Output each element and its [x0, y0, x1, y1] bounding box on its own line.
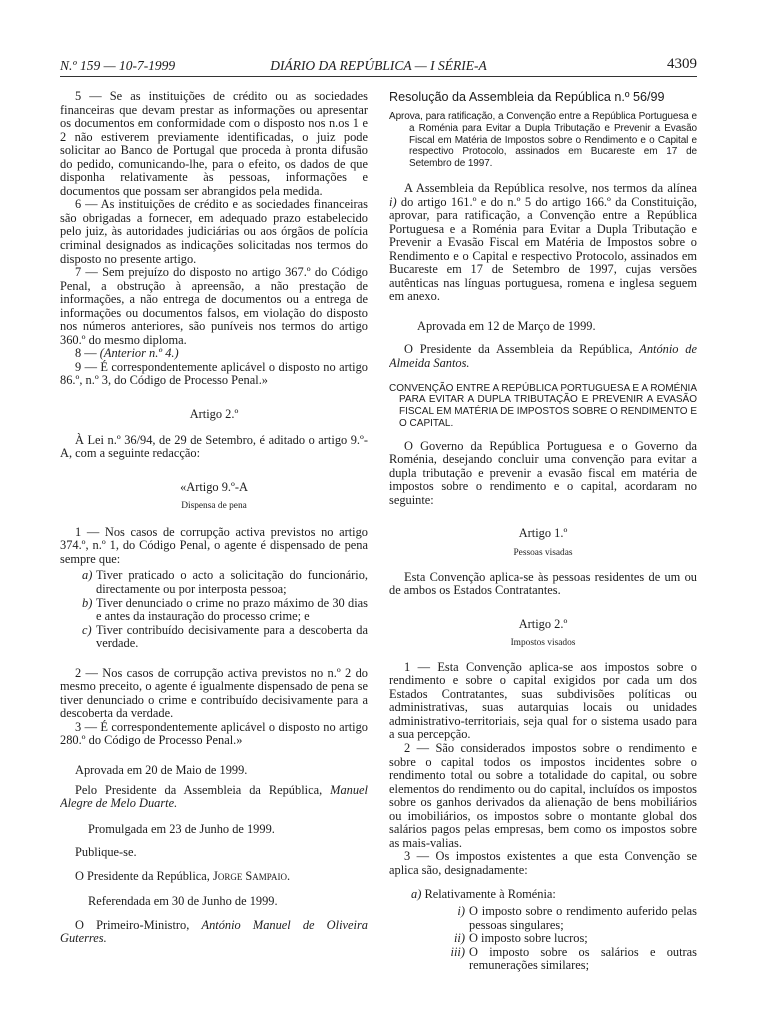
- page-header: [60, 56, 697, 76]
- artigo-2-heading: Artigo 2.º: [518, 616, 568, 631]
- list-item-text: O imposto sobre os salários e outras remunerações similares;: [469, 944, 697, 973]
- convention-intro: O Governo da República Portuguesa e o Governo da Roménia, desejando concluir uma convenção para evitar a dupla tributação e prevenir a evasão fiscal em matéria de impostos sobre o rendimento e o capital, acordaram no seguinte:: [389, 438, 697, 507]
- romania-taxes-list: [449, 905, 697, 973]
- sub-item-a-label: a): [411, 886, 422, 901]
- item-3-text: 3 — É correspondentemente aplicável o disposto no artigo 280.º do Código de Processo Penal.»: [60, 719, 368, 748]
- issue-number-date: N.º 159 — 10-7-1999: [60, 58, 176, 73]
- item-1-text: 1 — Nos casos de corrupção activa previstos no artigo 374.º, n.º 1, do Código Penal, o agente é dispensado de pena sempre que:: [60, 524, 368, 566]
- artigo-2-paragraph-1: 1 — Esta Convenção aplica-se aos impostos sobre o rendimento e sobre o capital exigidos por cada um dos Estados Contratantes, suas subdivisões políticas ou administrativas, suas autarquias locais ou unidades administrativo-territoriais, seja qual for o sistema usado para a sua percepção.: [389, 659, 697, 742]
- paragraph-6: 6 — As instituições de crédito e as sociedades financeiras são obrigadas a fornecer, em adequado prazo estabelecido pelo juiz, às autoridades judiciárias ou aos órgãos de polícia criminal designados as indicações solicitadas nos termos do disposto no presente artigo.: [60, 197, 368, 266]
- paragraph-8-note: (Anterior n.º 4.): [99, 346, 179, 361]
- list-item: [82, 624, 368, 651]
- list-item-text: O imposto sobre o rendimento auferido pelas pessoas singulares;: [469, 904, 697, 932]
- header-rule: [60, 76, 697, 77]
- signatory-1: [60, 784, 368, 811]
- sub-item-a-text: Relativamente à Roménia:: [424, 886, 556, 901]
- approval-date: Aprovada em 20 de Maio de 1999.: [75, 762, 248, 777]
- artigo-1-subtitle: Pessoas visadas: [513, 548, 573, 559]
- item-2-text: 2 — Nos casos de corrupção activa previstos no n.º 2 do mesmo preceito, o agente é igualmente dispensado de pena se tiver denunciado o crime e contribuído decisivamente para a descoberta da verdade.: [60, 665, 368, 721]
- resolution-body-rest: do artigo 161.º e do n.º 5 do artigo 166.º da Constituição, aprovar, para ratificação, a Convenção entre a República Portuguesa e a Roménia para Evitar a Dupla Tributação e Prevenir a Evasão Fiscal em Matéria de Impostos sobre o Rendimento e o Capital e respectivo Protocolo, assinados em Bucareste em 17 de Setembro de 1997, cujas versões autênticas nas línguas portuguesa, romena e inglesa seguem em anexo.: [389, 194, 697, 304]
- list-item-text: Tiver denunciado o crime no prazo máximo de 30 dias e antes da instauração do processo crime; e: [96, 595, 368, 624]
- paragraph-8-number: 8 —: [75, 346, 97, 361]
- convention-title: CONVENÇÃO ENTRE A REPÚBLICA PORTUGUESA E A ROMÉNIA PARA EVITAR A DUPLA TRIBUTAÇÃO E PREVENIR A EVASÃO FISCAL EM MATÉRIA DE IMPOSTOS SOBRE O RENDIMENTO E O CAPITAL.: [389, 382, 697, 429]
- referendum-date: Referendada em 30 de Junho de 1999.: [88, 894, 278, 909]
- resolution-signatory: [389, 343, 697, 370]
- resolution-title: Resolução da Assembleia da República n.º 56/99: [389, 90, 665, 104]
- president-name: Jorge Sampaio.: [213, 868, 291, 883]
- list-item-text: Tiver praticado o acto a solicitação do funcionário, directamente ou por interposta pessoa;: [96, 568, 368, 596]
- paragraph-5: 5 — Se as instituições de crédito ou as sociedades financeiras que devam prestar as informações ou apresentar os documentos em conformidade com o disposto nos n.os 1 e 2 não estiverem previamente identificadas, o juiz pode solicitar ao Banco de Portugal que proceda à pronta difusão do pedido, comunicando-lhe, para o efeito, os dados de que disponha relativamente às pessoas, informações e documentos que possam ser abrangidos pela medida.: [60, 90, 368, 198]
- list-item-text: O imposto sobre lucros;: [469, 931, 588, 946]
- pm-signatory: [60, 919, 368, 946]
- resolution-signatory-name: António de Almeida Santos.: [389, 342, 697, 370]
- paragraph-7: 7 — Sem prejuízo do disposto no artigo 367.º do Código Penal, a obstrução à apreensão, a não prestação de informações, a não entrega de documentos ou a entrega de informações ou documentos falsos, em violação do disposto nos números anteriores, são puníveis nos termos do artigo 360.º do mesmo diploma.: [60, 265, 368, 347]
- list-item: [449, 946, 697, 973]
- artigo-2-heading: Artigo 2.º: [189, 407, 239, 422]
- president-title: O Presidente da República,: [75, 868, 210, 883]
- publication-title: DIÁRIO DA REPÚBLICA — I SÉRIE-A: [270, 58, 487, 73]
- artigo-1-heading: Artigo 1.º: [518, 526, 568, 541]
- artigo-2-paragraph-3: 3 — Os impostos existentes a que esta Convenção se aplica são, designadamente:: [389, 849, 697, 877]
- resolution-summary: Aprova, para ratificação, a Convenção entre a República Portuguesa e a Roménia para Evitar a Dupla Tributação e Prevenir a Evasão Fiscal em Matéria de Impostos sobre o Rendimento e o Capital e respectivo Protocolo, assinados em Bucareste em 17 de Setembro de 1997.: [389, 111, 697, 170]
- artigo-2-text: À Lei n.º 36/94, de 29 de Setembro, é aditado o artigo 9.º-A, com a seguinte redacção:: [60, 432, 368, 461]
- sub-item-a: [389, 888, 697, 902]
- artigo-9a-heading: «Artigo 9.º-A: [180, 479, 248, 494]
- artigo-1-text: Esta Convenção aplica-se às pessoas residentes de um ou de ambos os Estados Contratantes.: [389, 569, 697, 598]
- list-item: [449, 932, 697, 946]
- pm-name: António Manuel de Oliveira Guterres.: [60, 917, 368, 946]
- resolution-signatory-title: O Presidente da Assembleia da República,: [404, 342, 633, 357]
- promulgation-date: Promulgada em 23 de Junho de 1999.: [88, 821, 275, 836]
- paragraph-8: [60, 347, 368, 361]
- right-column: [389, 90, 697, 1020]
- pm-title: O Primeiro-Ministro,: [75, 917, 190, 932]
- list-item-label: iii): [450, 944, 465, 959]
- president-signatory: [60, 870, 368, 884]
- list-item-text: Tiver contribuído decisivamente para a descoberta da verdade.: [96, 622, 368, 651]
- list-item-label: i): [457, 904, 465, 919]
- signatory-1-title: Pelo Presidente da Assembleia da República,: [75, 782, 323, 797]
- conditions-list: [82, 569, 368, 650]
- page-number: 4309: [667, 56, 697, 72]
- list-item-label: b): [82, 595, 93, 610]
- resolution-approval-date: Aprovada em 12 de Março de 1999.: [417, 318, 596, 333]
- paragraph-9: 9 — É correspondentemente aplicável o disposto no artigo 86.º, n.º 3, do Código de Processo Penal.»: [60, 359, 368, 388]
- list-item-label: ii): [453, 931, 465, 946]
- list-item: [82, 597, 368, 624]
- list-item-label: c): [82, 622, 92, 637]
- artigo-2-paragraph-2: 2 — São considerados impostos sobre o rendimento e sobre o capital todos os impostos incidentes sobre o rendimento total ou sobre a totalidade do capital, ou sobre elementos do rendimento ou do capital, incluídos os impostos sobre os ganhos derivados da alienação de bens mobiliários ou imobiliários, os impostos sobre o montante global dos salários pagos pelas empresas, bem como os impostos sobre as mais-valias.: [389, 741, 697, 850]
- list-item: [449, 905, 697, 932]
- resolution-body-alinea: i): [389, 194, 397, 209]
- publish-order: Publique-se.: [75, 845, 137, 860]
- list-item-label: a): [82, 568, 93, 583]
- signatory-1-name: Manuel Alegre de Melo Duarte.: [60, 782, 368, 811]
- resolution-body: [389, 182, 697, 304]
- left-column: [60, 90, 368, 1020]
- list-item: [82, 569, 368, 596]
- resolution-body-start: A Assembleia da República resolve, nos termos da alínea: [404, 180, 697, 195]
- artigo-9a-subtitle: Dispensa de pena: [181, 501, 247, 512]
- artigo-2-subtitle: Impostos visados: [510, 638, 576, 649]
